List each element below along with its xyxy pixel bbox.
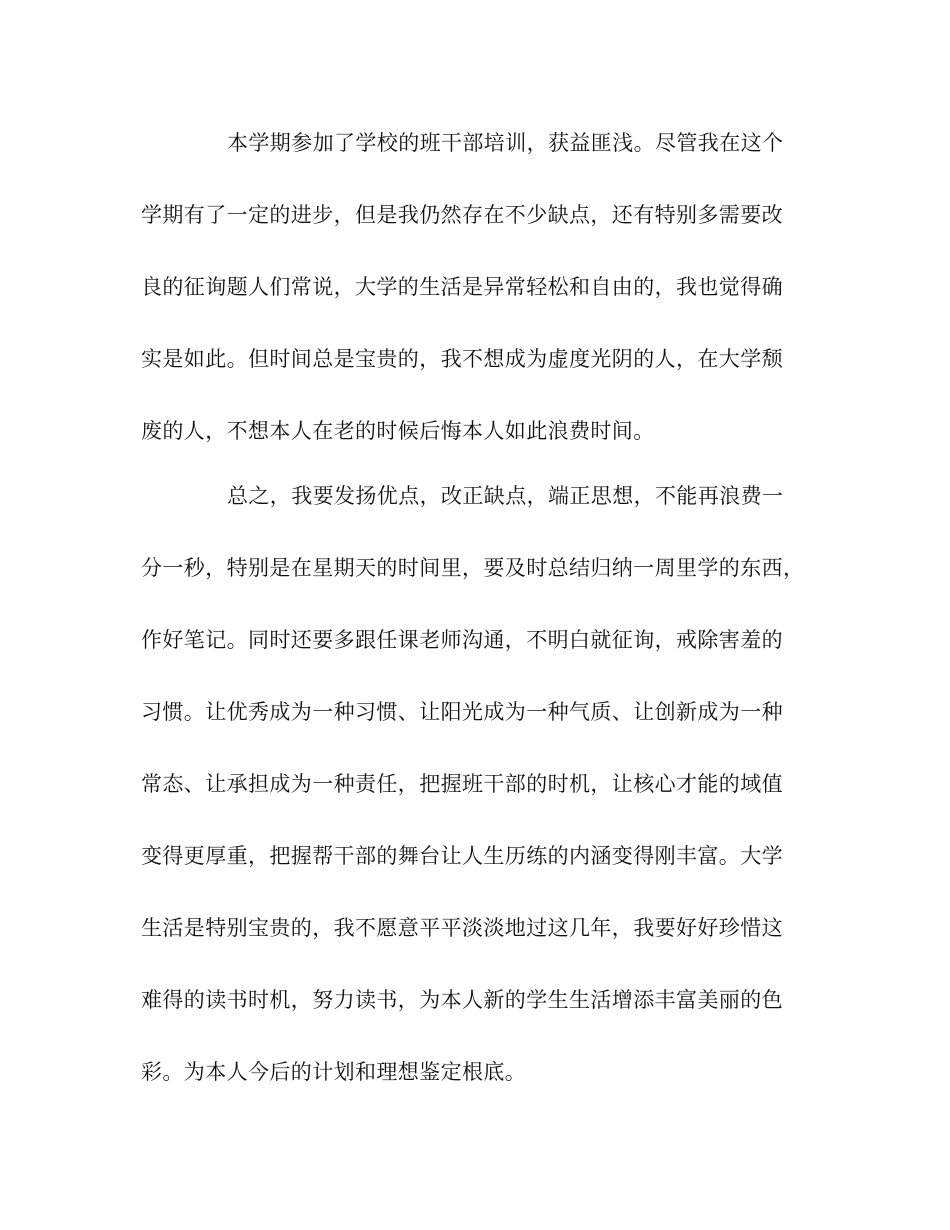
paragraph-2-line-2: 分一秒，特别是在星期天的时间里，要及时总结归纳一周里学的东西， (141, 556, 805, 580)
paragraph-2-line-6: 变得更厚重，把握帮干部的舞台让人生历练的内涵变得刚丰富。大学 (141, 844, 783, 868)
paragraph-2-line-1: 总之，我要发扬优点，改正缺点，端正思想，不能再浪费一 (227, 484, 784, 508)
paragraph-2-line-3: 作好笔记。同时还要多跟任课老师沟通，不明白就征询，戒除害羞的 (141, 628, 783, 652)
paragraph-1-line-4: 实是如此。但时间总是宝贵的，我不想成为虚度光阴的人，在大学颓 (141, 347, 783, 371)
paragraph-1-line-3: 良的征询题人们常说，大学的生活是异常轻松和自由的，我也觉得确 (141, 275, 783, 299)
paragraph-1-line-2: 学期有了一定的进步，但是我仍然存在不少缺点，还有特别多需要改 (141, 203, 783, 227)
paragraph-2-line-8: 难得的读书时机，努力读书，为本人新的学生生活增添丰富美丽的色 (141, 988, 783, 1012)
paragraph-1-line-1: 本学期参加了学校的班干部培训，获益匪浅。尽管我在这个 (227, 131, 784, 155)
paragraph-2-line-5: 常态、让承担成为一种责任，把握班干部的时机，让核心才能的域值 (141, 772, 783, 796)
paragraph-1-line-5: 废的人，不想本人在老的时候后悔本人如此浪费时间。 (141, 419, 655, 443)
paragraph-2-line-9: 彩。为本人今后的计划和理想鉴定根底。 (141, 1060, 527, 1084)
paragraph-2-line-7: 生活是特别宝贵的，我不愿意平平淡淡地过这几年，我要好好珍惜这 (141, 916, 783, 940)
paragraph-2-line-4: 习惯。让优秀成为一种习惯、让阳光成为一种气质、让创新成为一种 (141, 700, 783, 724)
